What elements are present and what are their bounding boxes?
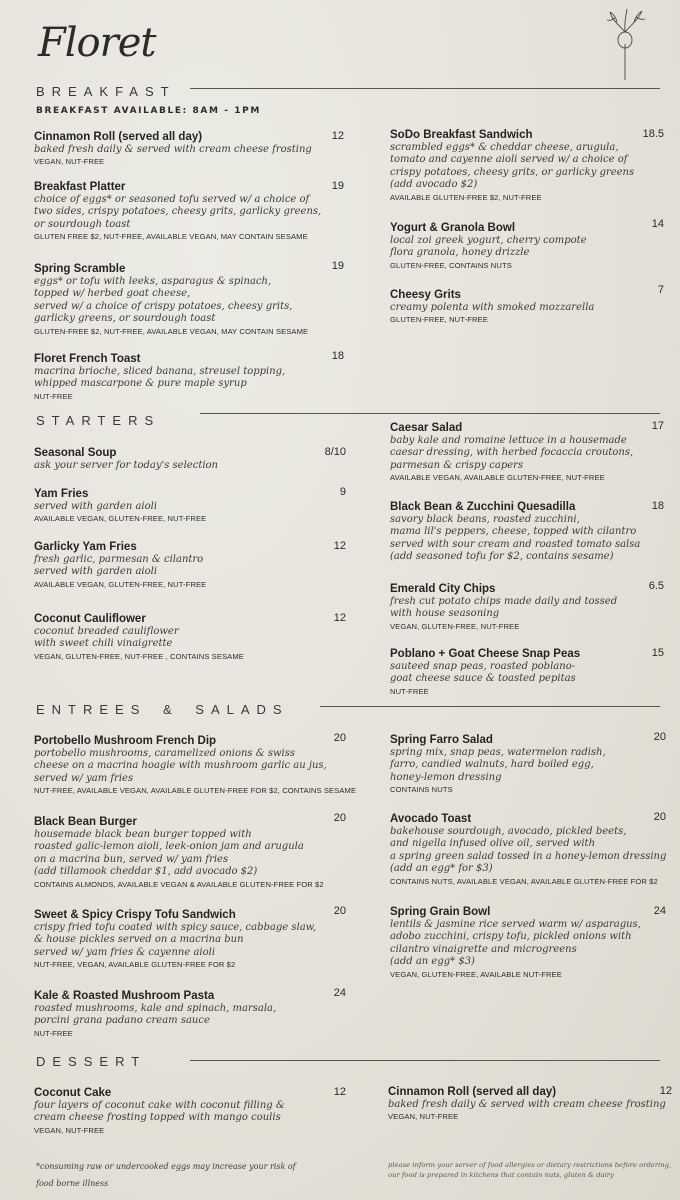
item-description: macrina brioche, sliced banana, streusel topping, whipped mascarpone & pure maple syrup <box>34 366 286 390</box>
item-tags: NUT-FREE <box>34 1028 73 1038</box>
item-tags: AVAILABLE VEGAN, GLUTEN-FREE, NUT-FREE <box>34 514 207 524</box>
item-tags: AVAILABLE VEGAN, GLUTEN-FREE, NUT-FREE <box>34 579 207 589</box>
item-tags: CONTAINS ALMONDS, AVAILABLE VEGAN & AVAILABLE GLUTEN-FREE FOR $2 <box>34 879 324 889</box>
item-name: Spring Scramble <box>34 263 126 275</box>
item-price: 17 <box>651 420 664 432</box>
item-price: 12 <box>333 540 346 552</box>
item-name: SoDo Breakfast Sandwich <box>390 129 533 141</box>
item-price: 20 <box>653 811 666 823</box>
item-description: coconut breaded cauliflower with sweet chili vinaigrette <box>34 626 179 650</box>
item-tags: CONTAINS NUTS <box>390 785 453 795</box>
menu-item <box>390 221 587 272</box>
item-name: Garlicky Yam Fries <box>34 541 137 553</box>
breakfast-availability: BREAKFAST AVAILABLE: 8AM - 1PM <box>36 106 261 116</box>
menu-item <box>34 908 316 971</box>
entrees-section-title: ENTREES & SALADS <box>36 702 289 717</box>
menu-item <box>34 130 312 168</box>
item-name: Seasonal Soup <box>34 447 117 459</box>
item-name: Black Bean & Zucchini Quesadilla <box>390 501 576 513</box>
item-price: 12 <box>333 1086 346 1098</box>
item-tags: AVAILABLE VEGAN, AVAILABLE GLUTEN-FREE, NUT-FREE <box>390 473 605 483</box>
item-description: local zoi greek yogurt, cherry compote flora granola, honey drizzle <box>390 235 587 259</box>
item-name: Kale & Roasted Mushroom Pasta <box>34 990 215 1002</box>
item-description: portobello mushrooms, caramelized onions & swiss cheese on a macrina hoagie with mushroom garlic au jus, served w/ yam fries <box>34 748 327 784</box>
item-tags: VEGAN, GLUTEN-FREE, AVAILABLE NUT-FREE <box>390 969 562 979</box>
item-description: served with garden aioli <box>34 501 158 512</box>
item-description: spring mix, snap peas, watermelon radish, farro, candied walnuts, hard boiled egg, honey-lemon dressing <box>390 747 606 783</box>
item-name: Floret French Toast <box>34 353 141 365</box>
item-price: 24 <box>333 987 346 999</box>
item-price: 20 <box>333 905 346 917</box>
item-tags: AVAILABLE GLUTEN-FREE $2, NUT-FREE <box>390 192 542 202</box>
menu-item <box>390 647 580 698</box>
item-description: sauteed snap peas, roasted poblano- goat cheese sauce & toasted pepitas <box>390 661 576 685</box>
starters-section-title: STARTERS <box>36 413 161 428</box>
item-price: 20 <box>333 812 346 824</box>
item-name: Coconut Cauliflower <box>34 613 146 625</box>
item-description: baby kale and romaine lettuce in a housemade caesar dressing, with herbed focaccia croutons, parmesan & crispy capers <box>390 435 634 471</box>
item-price: 18 <box>651 500 664 512</box>
item-name: Spring Grain Bowl <box>390 906 491 918</box>
item-price: 12 <box>659 1085 672 1097</box>
item-tags: GLUTEN FREE $2, NUT-FREE, AVAILABLE VEGAN, MAY CONTAIN SESAME <box>34 232 308 242</box>
item-price: 18.5 <box>642 128 664 140</box>
menu-item <box>34 612 244 663</box>
item-name: Portobello Mushroom French Dip <box>34 735 217 747</box>
breakfast-rule <box>190 88 660 89</box>
item-price: 15 <box>651 647 664 659</box>
item-price: 20 <box>653 731 666 743</box>
item-price: 14 <box>651 218 664 230</box>
item-name: Cinnamon Roll (served all day) <box>34 131 203 143</box>
item-name: Emerald City Chips <box>390 583 496 595</box>
menu-item <box>34 815 324 891</box>
breakfast-section-title: BREAKFAST <box>36 84 176 99</box>
item-description: savory black beans, roasted zucchini, mama lil's peppers, cheese, topped with cilantro served with sour cream and roasted tomato salsa (add seasoned tofu for $2, contains sesame) <box>390 514 641 563</box>
menu-item <box>390 500 640 564</box>
item-tags: GLUTEN-FREE $2, NUT-FREE, AVAILABLE VEGAN, MAY CONTAIN SESAME <box>34 326 309 336</box>
item-tags: VEGAN, NUT-FREE <box>34 157 105 167</box>
item-description: baked fresh daily & served with cream cheese frosting <box>388 1099 666 1110</box>
radish-sprig-illustration <box>600 6 650 82</box>
menu-item <box>388 1085 666 1123</box>
raw-egg-disclaimer: *consuming raw or undercooked eggs may increase your risk of food borne illness <box>36 1162 296 1188</box>
menu-item <box>34 487 206 525</box>
menu-item <box>34 180 321 243</box>
menu-item <box>34 989 276 1040</box>
item-price: 12 <box>333 612 346 624</box>
item-tags: NUT-FREE <box>34 391 73 401</box>
item-price: 24 <box>653 905 666 917</box>
item-tags: VEGAN, GLUTEN-FREE, NUT-FREE , CONTAINS SESAME <box>34 651 244 661</box>
menu-item <box>34 446 218 472</box>
item-name: Cinnamon Roll (served all day) <box>388 1086 557 1098</box>
item-tags: GLUTEN-FREE, CONTAINS NUTS <box>390 260 512 270</box>
menu-item <box>390 582 617 633</box>
item-name: Cheesy Grits <box>390 289 461 301</box>
item-tags: VEGAN, GLUTEN-FREE, NUT-FREE <box>390 621 520 631</box>
item-name: Spring Farro Salad <box>390 734 493 746</box>
item-description: eggs* or tofu with leeks, asparagus & spinach, topped w/ herbed goat cheese, served w/ a choice of crispy potatoes, cheesy grits, garlicky greens, or sourdough toast <box>34 276 293 325</box>
restaurant-logo: Floret <box>38 20 156 66</box>
menu-item <box>34 262 308 338</box>
item-description: creamy polenta with smoked mozzarella <box>390 302 595 313</box>
item-description: housemade black bean burger topped with roasted galic-lemon aioli, leek-onion jam and arugula on a macrina bun, served w/ yam fries (add tillamook cheddar $1, add avocado $2) <box>34 829 304 878</box>
item-name: Sweet & Spicy Crispy Tofu Sandwich <box>34 909 236 921</box>
entrees-rule <box>320 706 660 707</box>
item-name: Black Bean Burger <box>34 816 137 828</box>
item-description: crispy fried tofu coated with spicy sauce, cabbage slaw, & house pickles served on a macrina bun served w/ yam fries & cayenne aioli <box>34 922 317 958</box>
menu-item <box>390 421 633 484</box>
item-price: 18 <box>331 350 344 362</box>
item-tags: VEGAN, NUT-FREE <box>388 1112 459 1122</box>
item-description: ask your server for today's selection <box>34 460 218 471</box>
item-name: Yogurt & Granola Bowl <box>390 222 516 234</box>
item-description: fresh cut potato chips made daily and tossed with house seasoning <box>390 596 618 620</box>
item-price: 19 <box>331 180 344 192</box>
item-description: bakehouse sourdough, avocado, pickled beets, and nigella infused olive oil, served with a spring green salad tossed in a honey-lemon dressing (add an egg* for $3) <box>390 826 667 875</box>
item-tags: GLUTEN-FREE, NUT-FREE <box>390 315 488 325</box>
menu-item <box>34 352 285 403</box>
item-name: Avocado Toast <box>390 813 472 825</box>
menu-item <box>390 128 634 204</box>
menu-item <box>390 812 666 888</box>
item-description: scrambled eggs* & cheddar cheese, arugula, tomato and cayenne aioli served w/ a choice of crispy potatoes, cheesy grits, or garlicky greens (add avocado $2) <box>390 142 635 191</box>
allergy-disclaimer: please inform your server of food allergies or dietary restrictions before ordering, our food is prepared in kitchens that contain nuts, gluten & dairy <box>388 1161 672 1179</box>
item-description: fresh garlic, parmesan & cilantro served with garden aioli <box>34 554 204 578</box>
starters-rule <box>200 413 660 414</box>
item-price: 6.5 <box>648 580 664 592</box>
item-tags: CONTAINS NUTS, AVAILABLE VEGAN, AVAILABLE GLUTEN-FREE FOR $2 <box>390 876 658 886</box>
item-name: Caesar Salad <box>390 422 463 434</box>
menu-item <box>390 905 641 981</box>
item-name: Poblano + Goat Cheese Snap Peas <box>390 648 581 660</box>
item-tags: VEGAN, NUT-FREE <box>34 1125 105 1135</box>
item-description: four layers of coconut cake with coconut filling & cream cheese frosting topped with mango coulis <box>34 1100 285 1124</box>
menu-item <box>34 1086 285 1137</box>
item-name: Yam Fries <box>34 488 89 500</box>
menu-item <box>390 733 606 796</box>
menu-item <box>34 540 206 591</box>
item-price: 7 <box>657 284 664 296</box>
item-name: Coconut Cake <box>34 1087 112 1099</box>
item-price: 9 <box>339 486 346 498</box>
item-tags: NUT-FREE <box>390 686 429 696</box>
item-description: lentils & jasmine rice served warm w/ asparagus, adobo zucchini, crispy tofu, pickled onions with cilantro vinaigrette and microgreens (add an egg* $3) <box>390 919 641 968</box>
item-price: 20 <box>333 732 346 744</box>
item-description: choice of eggs* or seasoned tofu served w/ a choice of two sides, crispy potatoes, cheesy grits, garlicky greens, or sourdough toast <box>34 194 322 230</box>
item-name: Breakfast Platter <box>34 181 126 193</box>
item-tags: NUT-FREE, VEGAN, AVAILABLE GLUTEN-FREE FOR $2 <box>34 960 236 970</box>
item-description: baked fresh daily & served with cream cheese frosting <box>34 144 312 155</box>
dessert-rule <box>190 1060 660 1061</box>
item-price: 8/10 <box>324 446 346 458</box>
item-description: roasted mushrooms, kale and spinach, marsala, porcini grana padano cream sauce <box>34 1003 277 1027</box>
item-price: 19 <box>331 260 344 272</box>
menu-item <box>390 288 594 326</box>
dessert-section-title: DESSERT <box>36 1054 147 1069</box>
item-price: 12 <box>331 130 344 142</box>
item-tags: NUT-FREE, AVAILABLE VEGAN, AVAILABLE GLUTEN-FREE FOR $2, CONTAINS SESAME <box>34 786 357 796</box>
